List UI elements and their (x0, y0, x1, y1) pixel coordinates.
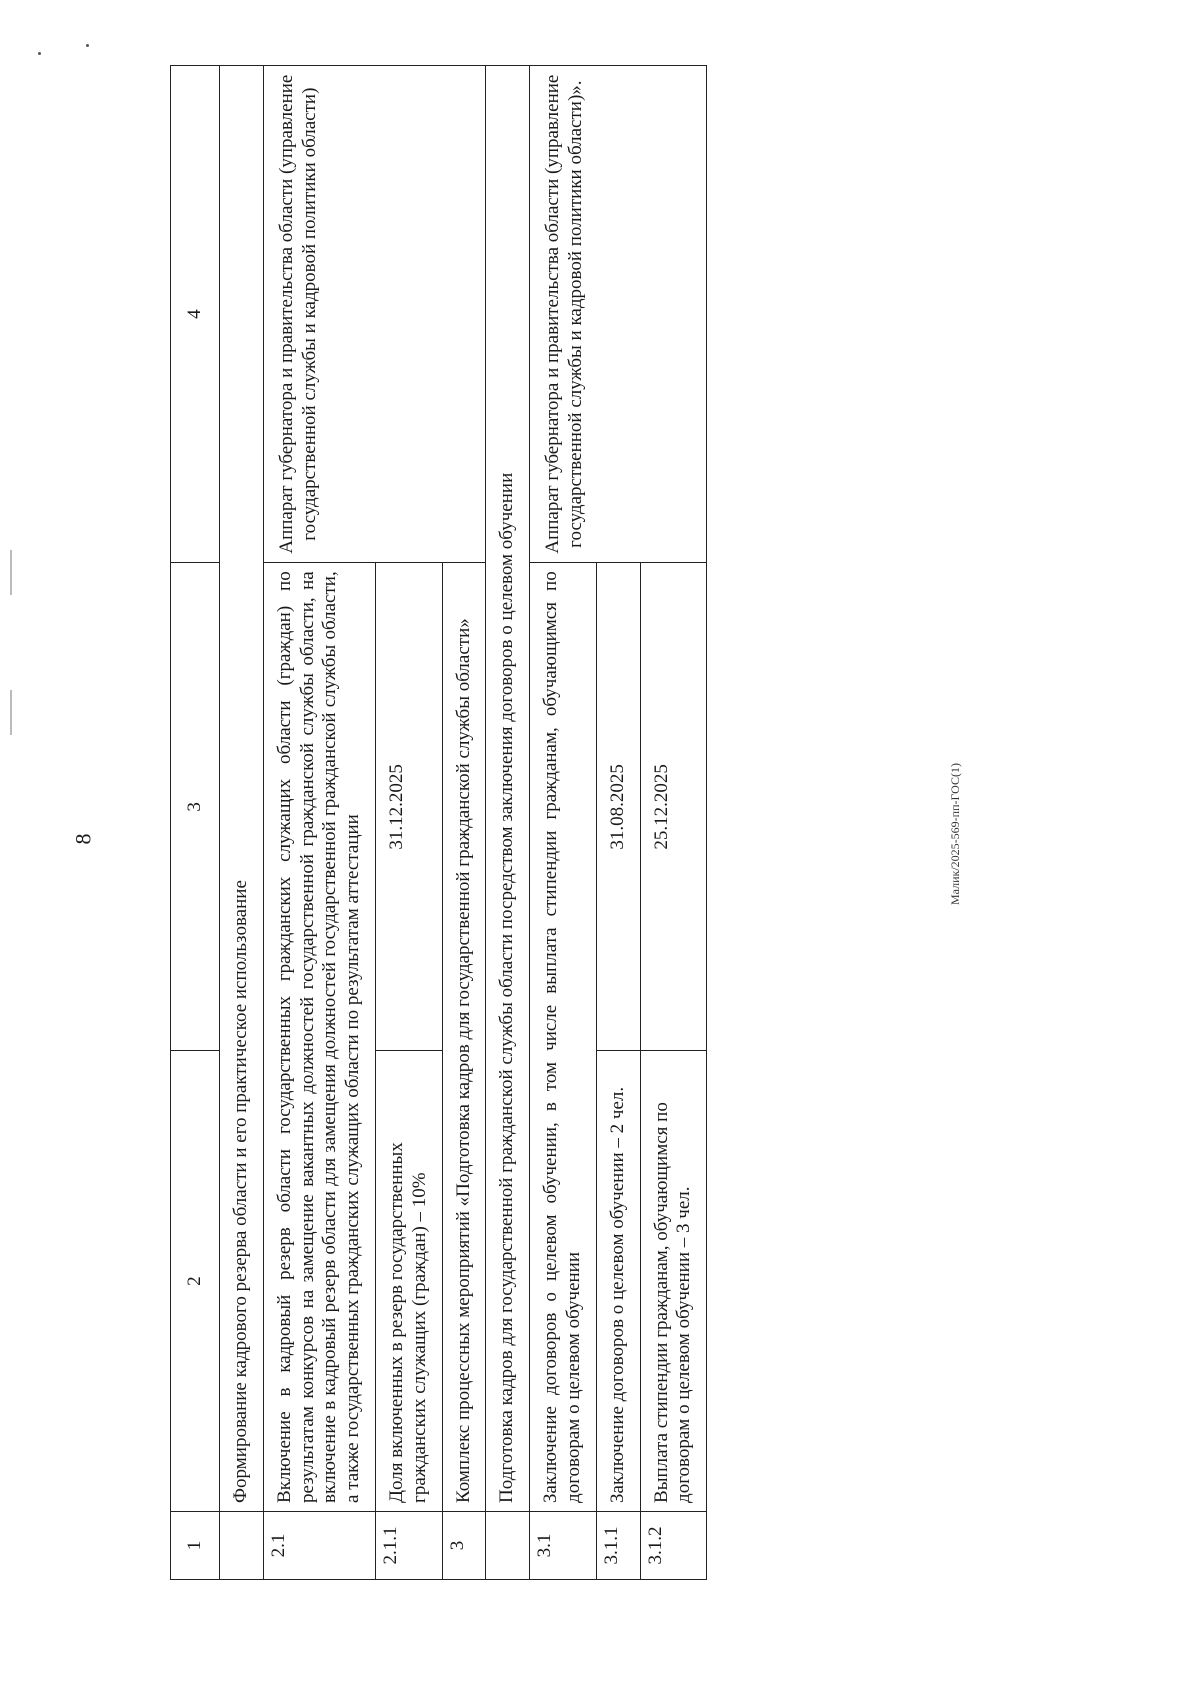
row-number: 3.1.2 (640, 1511, 707, 1579)
section-title: Формирование кадрового резерва области и его практическое использование (220, 66, 264, 1512)
page-number: 8 (70, 833, 96, 845)
row-text: Доля включенных в резерв государственных гражданских служащих (граждан) – 10% (375, 1051, 442, 1512)
row-text: Выплата стипендии гражданам, обучающимся по договорам о целевом обучении – 3 чел. (640, 1051, 707, 1512)
document-table (170, 65, 707, 1580)
responsible-cell: Аппарат губернатора и правительства области (управление государственной службы и кадровой политики области)». (530, 66, 707, 563)
row-number: 3 (442, 1511, 486, 1579)
scan-speck (38, 52, 41, 55)
date-cell: 25.12.2025 (640, 563, 707, 1051)
scan-margin-mark (10, 690, 12, 735)
header-row (171, 66, 220, 1580)
header-col-4: 4 (171, 66, 220, 563)
section-row (486, 66, 530, 1580)
document-table-rotated (170, 65, 870, 1580)
header-col-1: 1 (171, 1511, 220, 1579)
header-col-3: 3 (171, 563, 220, 1051)
section-title: Подготовка кадров для государственной гражданской службы области посредством заключения договоров о целевом обучении (486, 66, 530, 1512)
date-cell: 31.12.2025 (375, 563, 442, 1051)
scan-speck (86, 44, 89, 47)
row-text: Заключение договоров о целевом обучении, в том числе выплата стипендии гражданам, обучающимся по договорам о целевом обучении (530, 563, 597, 1512)
section-num-empty (486, 1511, 530, 1579)
row-text: Включение в кадровый резерв области государственных гражданских служащих области (граждан) по результатам конкурсов на замещение вакантных должностей государственной гражданской службы области, на включение в кадровый резерв области для замещения должностей государственной гражданской службы области, а также государственных гражданских служащих области по результатам аттестации (263, 563, 375, 1512)
responsible-cell: Аппарат губернатора и правительства области (управление государственной службы и кадровой политики области) (263, 66, 486, 563)
table-row (530, 66, 597, 1580)
row-number: 3.1.1 (596, 1511, 640, 1579)
section-num-empty (220, 1511, 264, 1579)
header-col-2: 2 (171, 1051, 220, 1512)
row-text: Заключение договоров о целевом обучении – 2 чел. (596, 1051, 640, 1512)
document-code: Малик/2025-569-пп-ГОС(1) (948, 763, 962, 905)
scan-margin-mark (10, 550, 12, 595)
section-row (220, 66, 264, 1580)
row-number: 3.1 (530, 1511, 597, 1579)
date-cell: 31.08.2025 (596, 563, 640, 1051)
row-number: 2.1.1 (375, 1511, 442, 1579)
row-number: 2.1 (263, 1511, 375, 1579)
row-text: Комплекс процессных мероприятий «Подготовка кадров для государственной гражданской службы области» (442, 563, 486, 1512)
table-row (263, 66, 375, 1580)
